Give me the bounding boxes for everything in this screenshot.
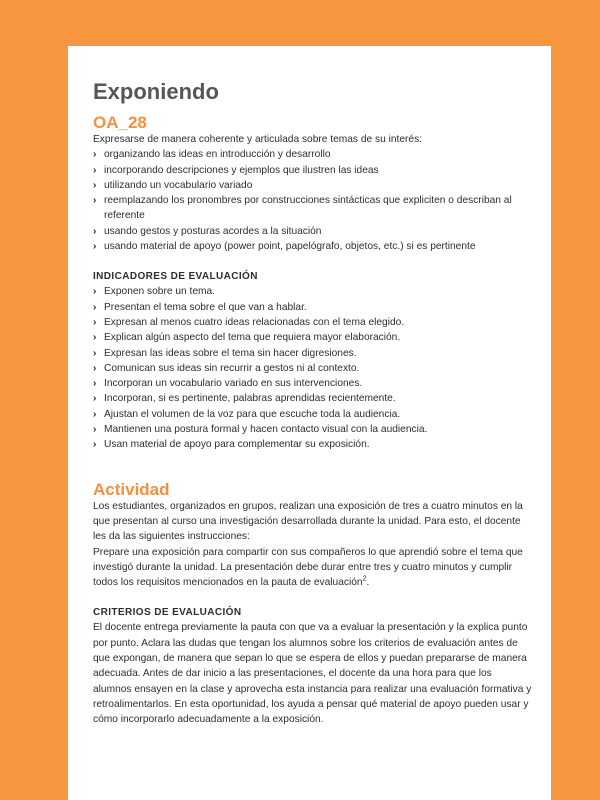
criteria-heading: CRITERIOS DE EVALUACIÓN bbox=[93, 607, 242, 619]
activity-title: Actividad bbox=[93, 479, 170, 499]
chevron-right-icon: › bbox=[93, 439, 97, 451]
list-item: › reemplazando los pronombres por construcciones sintácticas que expliciten o describan al referente bbox=[93, 195, 512, 222]
chevron-right-icon: › bbox=[93, 286, 97, 298]
list-item: › Comunican sus ideas sin recurrir a gestos ni al contexto. bbox=[93, 361, 533, 376]
indicators-list bbox=[93, 284, 533, 452]
objective-code: OA_28 bbox=[93, 113, 147, 132]
activity-paragraph: Los estudiantes, organizados en grupos, realizan una exposición de tres a cuatro minutos en la que presentan al curso una investigación desarrollada durante la unidad. Para esto, el docente les da las siguientes instrucciones: bbox=[93, 500, 523, 543]
chevron-right-icon: › bbox=[93, 195, 97, 207]
objective-list bbox=[93, 147, 533, 254]
list-item: › incorporando descripciones y ejemplos que ilustren las ideas bbox=[93, 163, 533, 178]
list-item: › Expresan las ideas sobre el tema sin hacer digresiones. bbox=[93, 346, 533, 361]
list-item: › usando gestos y posturas acordes a la situación bbox=[93, 224, 533, 239]
indicators-heading: INDICADORES DE EVALUACIÓN bbox=[93, 271, 258, 283]
activity-instructions: Prepare una exposición para compartir con sus compañeros lo que aprendió sobre el tema que investigó durante la unidad. La presentación debe durar entre tres y cuatro minutos y cumplir todos los requisitos mencionados en la pauta de evaluación$^2$. bbox=[93, 546, 523, 589]
document-page bbox=[68, 46, 551, 800]
chevron-right-icon: › bbox=[93, 393, 97, 405]
chevron-right-icon: › bbox=[93, 225, 97, 237]
page-title: Exponiendo bbox=[93, 79, 219, 104]
chevron-right-icon: › bbox=[93, 316, 97, 328]
chevron-right-icon: › bbox=[93, 149, 97, 161]
chevron-right-icon: › bbox=[93, 332, 97, 344]
list-item: › Incorporan un vocabulario variado en sus intervenciones. bbox=[93, 376, 533, 391]
list-item: › Explican algún aspecto del tema que requiera mayor elaboración. bbox=[93, 330, 533, 345]
chevron-right-icon: › bbox=[93, 424, 97, 436]
chevron-right-icon: › bbox=[93, 347, 97, 359]
list-item: › Incorporan, si es pertinente, palabras aprendidas recientemente. bbox=[93, 391, 533, 406]
list-item: › Mantienen una postura formal y hacen contacto visual con la audiencia. bbox=[93, 422, 533, 437]
chevron-right-icon: › bbox=[93, 179, 97, 191]
chevron-right-icon: › bbox=[93, 408, 97, 420]
chevron-right-icon: › bbox=[93, 362, 97, 374]
criteria-paragraph: El docente entrega previamente la pauta con que va a evaluar la presentación y la explica punto por punto. Aclara las dudas que tengan los alumnos sobre los criterios de evaluación antes de que expongan, de manera que sepan lo que se espera de ellos y puedan prepararse de manera adecuada. Antes de dar inicio a las presentaciones, el docente da una hora para que los alumnos ensayen en la clase y aprovecha esta instancia para realizar una evaluación formativa y retroalimentarlos. En esta oportunidad, los ayuda a pensar qué material de apoyo pueden usar y cómo incorporarlo adecuadamente a la exposición. bbox=[93, 622, 532, 726]
chevron-right-icon: › bbox=[93, 301, 97, 313]
list-item: › Exponen sobre un tema. bbox=[93, 284, 533, 299]
list-item: › Expresan al menos cuatro ideas relacionadas con el tema elegido. bbox=[93, 315, 533, 330]
objective-intro: Expresarse de manera coherente y articulada sobre temas de su interés: bbox=[93, 134, 423, 145]
list-item: › organizando las ideas en introducción y desarrollo bbox=[93, 147, 533, 162]
chevron-right-icon: › bbox=[93, 378, 97, 390]
chevron-right-icon: › bbox=[93, 164, 97, 176]
list-item: › Presentan el tema sobre el que van a hablar. bbox=[93, 300, 533, 315]
chevron-right-icon: › bbox=[93, 241, 97, 253]
list-item: › utilizando un vocabulario variado bbox=[93, 178, 533, 193]
footnote-marker: 2 bbox=[362, 575, 367, 583]
list-item: › Usan material de apoyo para complementar su exposición. bbox=[93, 437, 533, 452]
list-item: › Ajustan el volumen de la voz para que escuche toda la audiencia. bbox=[93, 407, 533, 422]
list-item: › usando material de apoyo (power point, papelógrafo, objetos, etc.) si es pertinente bbox=[93, 239, 533, 254]
